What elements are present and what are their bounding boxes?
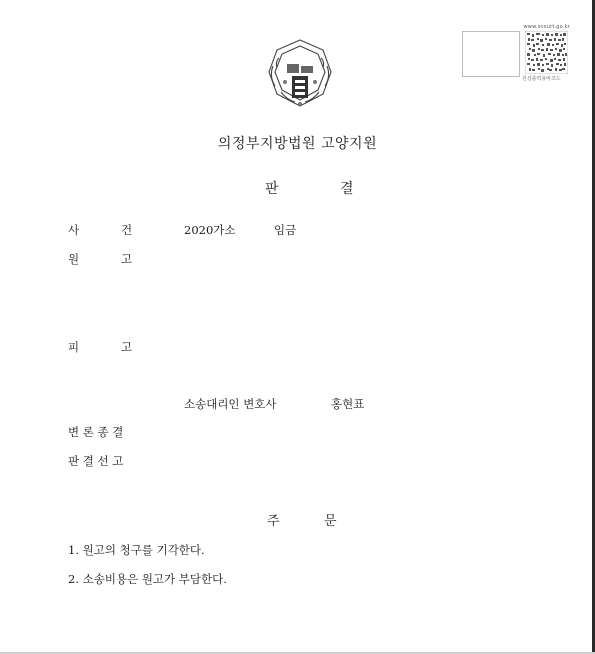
- order-item: 1. 원고의 청구를 기각한다.: [68, 543, 205, 557]
- court-seal-icon: [265, 36, 335, 112]
- plaintiff-label-1: 원: [68, 252, 80, 266]
- defendant-label-2: 고: [121, 340, 133, 354]
- attorney-title: 소송대리인 변호사: [184, 397, 277, 411]
- qr-caption-text: 원상출력용바코드: [522, 76, 561, 82]
- case-label-2: 건: [121, 223, 133, 237]
- closing-label: 변 론 종 결: [68, 425, 124, 439]
- doc-title-char-2: 결: [340, 181, 354, 197]
- case-label-1: 사: [68, 223, 80, 237]
- court-name: 의정부지방법원 고양지원: [217, 136, 378, 152]
- plaintiff-label-2: 고: [121, 252, 133, 266]
- order-title-char-2: 문: [324, 514, 337, 529]
- case-name: 임금: [274, 223, 297, 237]
- attorney-name: 홍현표: [331, 397, 365, 411]
- order-title-char-1: 주: [267, 514, 280, 529]
- case-number: 2020가소: [184, 223, 236, 237]
- doc-title-char-1: 판: [265, 181, 279, 197]
- print-barcode-area: [462, 24, 572, 82]
- judgment-label: 판 결 선 고: [68, 454, 124, 468]
- blank-box: [462, 31, 520, 77]
- qr-code-icon: [525, 31, 568, 74]
- qr-url-text: www.scourt.go.kr: [523, 24, 570, 30]
- defendant-label-1: 피: [68, 340, 80, 354]
- order-item: 2. 소송비용은 원고가 부담한다.: [68, 572, 227, 586]
